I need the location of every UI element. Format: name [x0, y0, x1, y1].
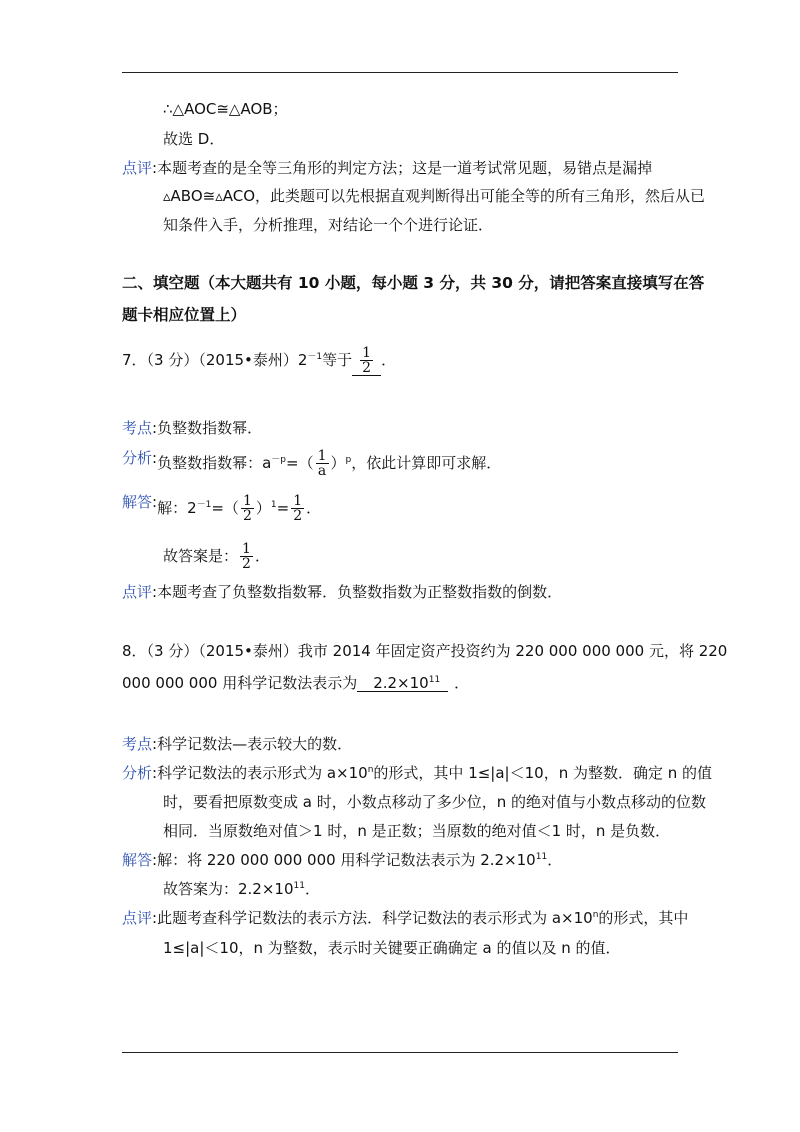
- q7-solution: 解答:解：$2^{-1}=$（ $\frac{1}{2}$ ）$^1$= $\frac{1}{2}$ ．: [122, 493, 322, 524]
- q7-analysis: 分析:负整数指数幂：$a^{-p}=$（ $\frac{1}{a}$ ）$^p$，依此计算即可求解．: [122, 448, 502, 479]
- q7-kaodian: 考点:负整数指数幂．: [122, 419, 263, 437]
- q7-stem: 7．（3 分）（2015•泰州）$2^{-1}$等于 $\frac{1}{2}$ ．: [122, 345, 397, 376]
- q8-analysis-line2: 时，要看把原数变成 a 时，小数点移动了多少位，n 的绝对值与小数点移动的位数: [163, 793, 707, 811]
- q7-final-answer: 故答案是： $\frac{1}{2}$ ．: [163, 541, 270, 572]
- top-rule: [122, 72, 678, 73]
- q8-analysis-line3: 相同．当原数绝对值＞1 时，n 是正数；当原数的绝对值＜1 时，n 是负数．: [163, 822, 671, 840]
- q8-kaodian: 考点:科学记数法—表示较大的数．: [122, 735, 353, 753]
- section-heading: 二、填空题（本大题共有 10 小题，每小题 3 分，共 30 分，请把答案直接填写在答: [122, 274, 705, 292]
- q8-review: 点评:此题考查科学记数法的表示方法．科学记数法的表示形式为 $a\times 10^n$的形式，其中: [122, 909, 689, 927]
- review-label: 点评: [122, 159, 153, 177]
- q8-review-line2: 1≤|a|＜10，n 为整数，表示时关键要正确确定 a 的值以及 n 的值．: [163, 939, 621, 957]
- q7-answer-blank: $\frac{1}{2}$: [352, 346, 381, 376]
- q8-answer-blank: $2.2\times 10^{11}$: [357, 675, 448, 692]
- q8-stem: 8．（3 分）（2015•泰州）我市 2014 年固定资产投资约为 220 000 000 000 元，将 220: [122, 642, 728, 660]
- q8-stem-line2: 000 000 000 用科学记数法表示为 $2.2\times 10^{11}$ ．: [122, 674, 470, 692]
- q7-review: 点评:本题考查了负整数指数幂．负整数指数为正整数指数的倒数．: [122, 583, 563, 601]
- prev-conclusion: ∴△AOC≅△AOB；: [163, 100, 288, 118]
- section-heading-line2: 题卡相应位置上）: [122, 306, 247, 324]
- q8-final-answer: 故答案为：$2.2\times 10^{11}$．: [163, 880, 320, 898]
- q8-solution: 解答:解：将 220 000 000 000 用科学记数法表示为 $2.2\times 10^{11}$．: [122, 851, 563, 869]
- prev-review: 点评:本题考查的是全等三角形的判定方法；这是一道考试常见题，易错点是漏掉: [122, 159, 653, 177]
- review-text: 本题考查的是全等三角形的判定方法；这是一道考试常见题，易错点是漏掉: [157, 159, 653, 177]
- q8-analysis: 分析:科学记数法的表示形式为 $a\times 10^n$的形式，其中 1≤|a|＜10，n 为整数．确定 n 的值: [122, 764, 713, 782]
- prev-review-line2: ▵ABO≅▵ACO，此类题可以先根据直观判断得出可能全等的所有三角形，然后从已: [163, 187, 706, 205]
- prev-review-line3: 知条件入手，分析推理，对结论一个个进行论证．: [163, 216, 494, 234]
- prev-choice: 故选 D．: [163, 130, 225, 148]
- bottom-rule: [122, 1052, 678, 1053]
